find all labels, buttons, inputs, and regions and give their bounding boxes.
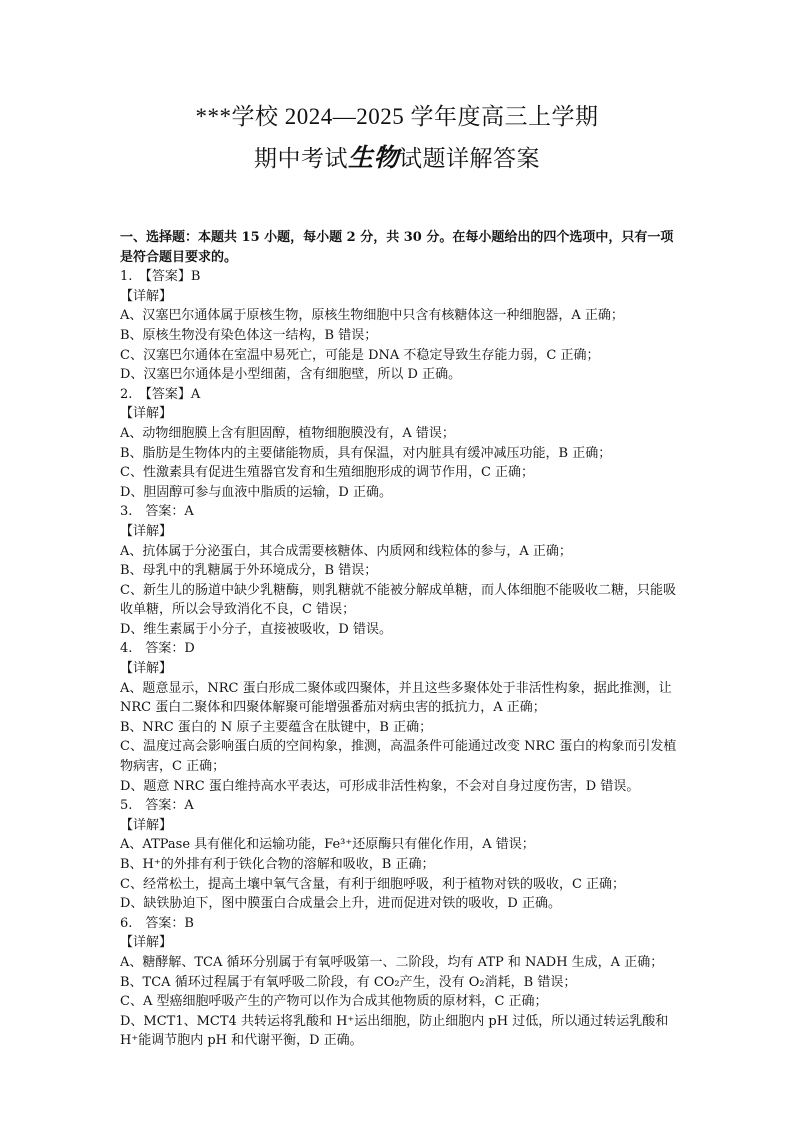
q3-line-c: C、新生儿的肠道中缺少乳糖酶，则乳糖就不能被分解成单糖，而人体细胞不能吸收二糖，只能吸收单糖，所以会导致消化不良，C 错误； xyxy=(120,582,676,618)
q1-detail-heading: 【详解】 xyxy=(120,288,173,304)
q2-line-d: D、胆固醇可参与血液中脂质的运输，D 正确。 xyxy=(120,484,392,500)
title-line-2 xyxy=(0,138,794,174)
q6-line-c: C、A 型癌细胞呼吸产生的产物可以作为合成其他物质的原材料，C 正确； xyxy=(120,994,548,1010)
q4-detail-heading: 【详解】 xyxy=(120,661,173,677)
q5-line-d: D、缺铁胁迫下，图中膜蛋白合成量会上升，进而促进对铁的吸收，D 正确。 xyxy=(120,896,561,912)
q3-answer: 3. 答案：A xyxy=(120,504,194,520)
q6-line-a: A、糖酵解、TCA 循环分别属于有氧呼吸第一、二阶段，均有 ATP 和 NADH 生成，A 正确； xyxy=(120,954,664,970)
q2-line-b: B、脂肪是生物体内的主要储能物质，具有保温，对内脏具有缓冲减压功能，B 正确； xyxy=(120,445,612,461)
q2-detail-heading: 【详解】 xyxy=(120,406,173,422)
q6-line-d: D、MCT1、MCT4 共转运将乳酸和 H⁺运出细胞，防止细胞内 pH 过低，所以通过转运乳酸和 H⁺能调节胞内 pH 和代谢平衡，D 正确。 xyxy=(120,1013,669,1049)
q1-answer: 1. 【答案】B xyxy=(120,269,201,285)
q1-line-a: A、汉塞巴尔通体属于原核生物，原核生物细胞中只含有核糖体这一种细胞器，A 正确； xyxy=(120,308,624,324)
q6-detail-heading: 【详解】 xyxy=(120,935,173,951)
q4-line-d: D、题意 NRC 蛋白维持高水平表达，可形成非活性构象，不会对自身过度伤害，D 错误。 xyxy=(120,778,640,794)
title-line-1: ***学校 2024—2025 学年度高三上学期 xyxy=(195,104,599,129)
title-subject: 生物 xyxy=(347,145,399,172)
answer-content xyxy=(120,228,680,1051)
q6-answer: 6. 答案：B xyxy=(120,915,194,931)
title-prefix: 期中考试 xyxy=(253,146,348,171)
q1-line-d: D、汉塞巴尔通体是小型细菌，含有细胞壁，所以 D 正确。 xyxy=(120,367,462,383)
q3-line-b: B、母乳中的乳糖属于外环境成分，B 错误； xyxy=(120,563,378,579)
q5-detail-heading: 【详解】 xyxy=(120,817,173,833)
q2-line-a: A、动物细胞膜上含有胆固醇，植物细胞膜没有，A 错误； xyxy=(120,425,455,441)
q4-line-a: A、题意显示，NRC 蛋白形成二聚体或四聚体，并且这些多聚体处于非活性构象，据此推测，让 NRC 蛋白二聚体和四聚体解聚可能增强番茄对病虫害的抵抗力，A 正确； xyxy=(120,680,672,716)
q4-line-c: C、温度过高会影响蛋白质的空间构象，推测，高温条件可能通过改变 NRC 蛋白的构象而引发植物病害，C 正确； xyxy=(120,739,677,775)
q3-line-d: D、维生素属于小分子，直接被吸收，D 错误。 xyxy=(120,621,392,637)
q1-line-c: C、汉塞巴尔通体在室温中易死亡，可能是 DNA 不稳定导致生存能力弱，C 正确； xyxy=(120,347,600,363)
q5-line-a: A、ATPase 具有催化和运输功能，Fe³⁺还原酶只有催化作用，A 错误； xyxy=(120,837,535,853)
q3-detail-heading: 【详解】 xyxy=(120,523,173,539)
q3-line-a: A、抗体属于分泌蛋白，其合成需要核糖体、内质网和线粒体的参与，A 正确； xyxy=(120,543,572,559)
q2-line-c: C、性激素具有促进生殖器官发育和生殖细胞形成的调节作用，C 正确； xyxy=(120,465,535,481)
q5-line-b: B、H⁺的外排有利于铁化合物的溶解和吸收，B 正确； xyxy=(120,857,435,872)
q1-line-b: B、原核生物没有染色体这一结构，B 错误； xyxy=(120,327,378,343)
q5-line-c: C、经常松土，提高土壤中氧气含量，有利于细胞呼吸，利于植物对铁的吸收，C 正确； xyxy=(120,876,626,892)
section-intro: 一、选择题：本题共 15 小题，每小题 2 分，共 30 分。在每小题给出的四个选项中，只有一项是符合题目要求的。 xyxy=(120,230,674,265)
title-suffix: 试题详解答案 xyxy=(399,146,540,171)
q4-line-b: B、NRC 蛋白的 N 原子主要蕴含在肽键中，B 正确； xyxy=(120,719,433,735)
q5-answer: 5. 答案：A xyxy=(120,798,194,814)
q6-line-b: B、TCA 循环过程属于有氧呼吸二阶段，有 CO₂产生，没有 O₂消耗，B 错误； xyxy=(120,974,577,990)
q2-answer: 2. 【答案】A xyxy=(120,386,201,402)
q4-answer: 4. 答案：D xyxy=(120,641,195,657)
